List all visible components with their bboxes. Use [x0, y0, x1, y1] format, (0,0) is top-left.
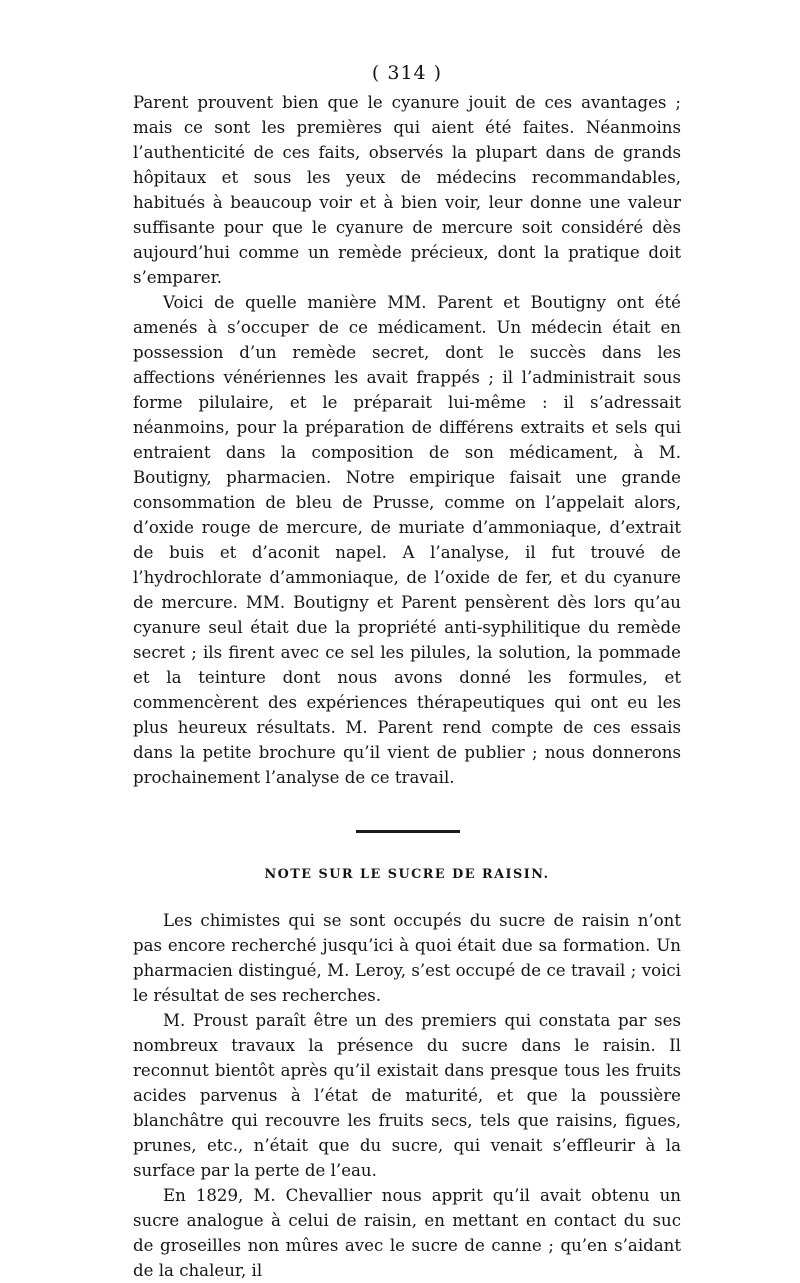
section-divider — [356, 830, 460, 833]
paragraph-5: En 1829, M. Chevallier nous apprit qu’il avait obtenu un sucre analogue à celui de raisin, en mettant en contact du suc de groseilles non mûres avec le sucre de canne ; qu’en s’aidant de la chaleur, il — [133, 1186, 681, 1280]
section-divider-wrap — [133, 790, 681, 860]
paragraph-2: Voici de quelle manière MM. Parent et Boutigny ont été amenés à s’occuper de ce médicament. Un médecin était en possession d’un remède secret, dont le succès dans les affections vénériennes les avait frappés ; il l’administrait sous forme pilulaire, et le préparait lui-même : il s’adressait néanmoins, pour la préparation de différens extraits et sels qui entraient dans la composition de son médicament, à M. Boutigny, pharmacien. Notre empirique faisait une grande consommation de bleu de Prusse, comme on l’appelait alors, d’oxide rouge de mercure, de muriate d’ammoniaque, d’extrait de buis et d’aconit napel. A l’analyse, il fut trouvé de l’hydrochlorate d’ammoniaque, de l’oxide de fer, et du cyanure de mercure. MM. Boutigny et Parent pensèrent dès lors qu’au cyanure seul était due la propriété anti-syphilitique du remède secret ; ils firent avec ce sel les pilules, la solution, la pommade et la teinture dont nous avons donné les formules, et commencèrent des expériences thérapeutiques qui ont eu les plus heureux résultats. M. Parent rend compte de ces essais dans la petite brochure qu’il vient de publier ; nous donnerons prochainement l’analyse de ce travail. — [133, 293, 681, 787]
paragraph-1: Parent prouvent bien que le cyanure jouit de ces avantages ; mais ce sont les premières qui aient été faites. Néanmoins l’authenticité de ces faits, observés la plupart dans de grands hôpitaux et sous les yeux de médecins recommandables, habitués à beaucoup voir et à bien voir, leur donne une valeur suffisante pour que le cyanure de mercure soit considéré dès aujourd’hui comme un remède précieux, dont la pratique doit s’emparer. — [133, 93, 681, 287]
article-sucre-de-raisin — [133, 908, 681, 1283]
book-page — [133, 60, 681, 1283]
section-title: NOTE SUR LE SUCRE DE RAISIN. — [264, 867, 550, 882]
page-number: ( 314 ) — [371, 62, 443, 84]
paragraph-3: Les chimistes qui se sont occupés du sucre de raisin n’ont pas encore recherché jusqu’ici à quoi était due sa formation. Un pharmacien distingué, M. Leroy, s’est occupé de ce travail ; voici le résultat de ses recherches. — [133, 911, 681, 1005]
paragraph-4: M. Proust paraît être un des premiers qui constata par ses nombreux travaux la présence du sucre dans le raisin. Il reconnut bientôt après qu’il existait dans presque tous les fruits acides parvenus à l’état de maturité, et que la poussière blanchâtre qui recouvre les fruits secs, tels que raisins, figues, prunes, etc., n’était que du sucre, qui venait s’effleurir à la surface par la perte de l’eau. — [133, 1011, 681, 1180]
article-cyanure — [133, 90, 681, 790]
